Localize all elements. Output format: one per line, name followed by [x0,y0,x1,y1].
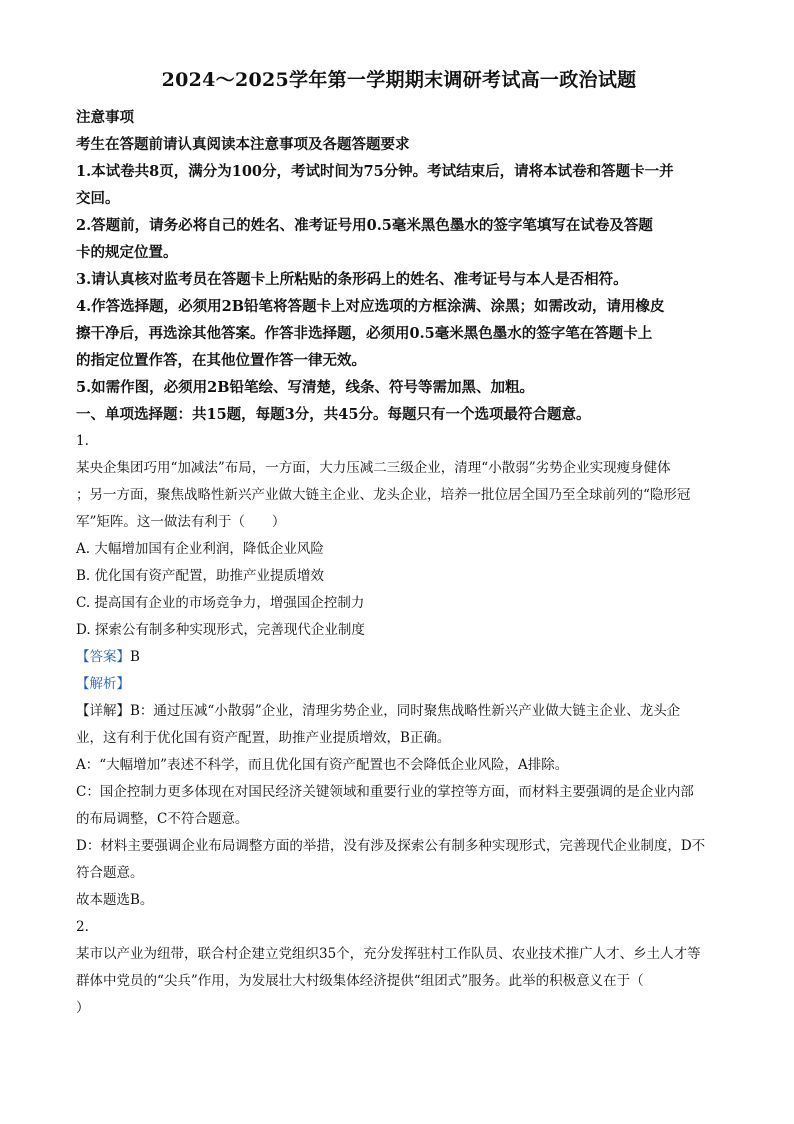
notice-intro: 考生在答题前请认真阅读本注意事项及各题答题要求 [76,136,410,153]
question-1-option-a: A. 大幅增加国有企业利润，降低企业风险 [76,541,324,557]
explanation-c-line-1: C：国企控制力更多体现在对国民经济关键领域和重要行业的掌控等方面，而材料主要强调的是企业内部 [76,784,694,800]
page-title: 2024～2025学年第一学期期末调研考试高一政治试题 [161,69,637,91]
notice-item-4-line-2: 擦干净后，再选涂其他答案。作答非选择题，必须用0.5毫米黑色墨水的签字笔在答题卡上 [76,325,653,342]
detail-tag: 【详解】 [76,703,130,719]
question-2-stem-line-2: 群体中党员的“尖兵”作用，为发展壮大村级集体经济提供“组团式”服务。此举的积极意义在于（ [76,973,644,989]
explanation-d-line-2: 符合题意。 [76,865,144,881]
answer-tag: 【答案】 [76,649,130,665]
notice-item-5: 5.如需作图，必须用2B铅笔绘、写清楚，线条、符号等需加黑、加粗。 [76,379,534,396]
question-1-option-c: C. 提高国有企业的市场竞争力，增强国企控制力 [76,595,365,611]
question-1-stem-line-2: ；另一方面，聚焦战略性新兴产业做大链主企业、龙头企业，培养一批位居全国乃至全球前列的“隐形冠 [76,487,691,503]
explanation-a: A：“大幅增加”表述不科学，而且优化国有资产配置也不会降低企业风险，A排除。 [76,757,569,773]
notice-item-1-line-1: 1.本试卷共8页，满分为100分，考试时间为75分钟。考试结束后，请将本试卷和答题卡一并 [76,163,674,180]
question-1-stem-line-3: 军”矩阵。这一做法有利于（ ） [76,514,286,530]
explanation-d-line-1: D：材料主要强调企业布局调整方面的举措，没有涉及探索公有制多种实现形式，完善现代企业制度，D不 [76,838,706,854]
answer-value: B [130,649,140,665]
notice-heading: 注意事项 [76,109,134,126]
section-heading: 一、单项选择题：共15题，每题3分，共45分。每题只有一个选项最符合题意。 [76,406,591,423]
notice-item-2-line-1: 2.答题前，请务必将自己的姓名、准考证号用0.5毫米黑色墨水的签字笔填写在试卷及答题 [76,217,653,234]
detail-text-1: B：通过压减“小散弱”企业，清理劣势企业，同时聚焦战略性新兴产业做大链主企业、龙头企 [130,703,681,719]
explanation-c-line-2: 的布局调整，C不符合题意。 [76,811,249,827]
question-1-option-b: B. 优化国有资产配置，助推产业提质增效 [76,568,325,584]
conclusion: 故本题选B。 [76,892,154,908]
analysis-tag: 【解析】 [76,676,130,692]
question-1-option-d: D. 探索公有制多种实现形式，完善现代企业制度 [76,622,365,638]
answer-line [76,644,722,671]
notice-item-3: 3.请认真核对监考员在答题卡上所粘贴的条形码上的姓名、准考证号与本人是否相符。 [76,271,628,288]
notice-item-2-line-2: 卡的规定位置。 [76,244,178,261]
detail-line-1 [76,698,722,725]
question-1-number: 1. [76,433,89,449]
question-1-stem-line-1: 某央企集团巧用“加减法”布局，一方面，大力压减二三级企业，清理“小散弱”劣势企业实现瘦身健体 [76,460,671,476]
detail-line-2: 业，这有利于优化国有资产配置，助推产业提质增效，B正确。 [76,730,451,746]
notice-item-1-line-2: 交回。 [76,190,120,207]
notice-item-4-line-3: 的指定位置作答，在其他位置作答一律无效。 [76,352,366,369]
question-2-number: 2. [76,919,89,935]
notice-item-4-line-1: 4.作答选择题，必须用2B铅笔将答题卡上对应选项的方框涂满、涂黑；如需改动，请用橡皮 [76,298,665,315]
question-2-stem-line-3: ） [76,1000,90,1016]
question-2-stem-line-1: 某市以产业为纽带，联合村企建立党组织35个，充分发挥驻村工作队员、农业技术推广人才、乡土人才等 [76,946,701,962]
